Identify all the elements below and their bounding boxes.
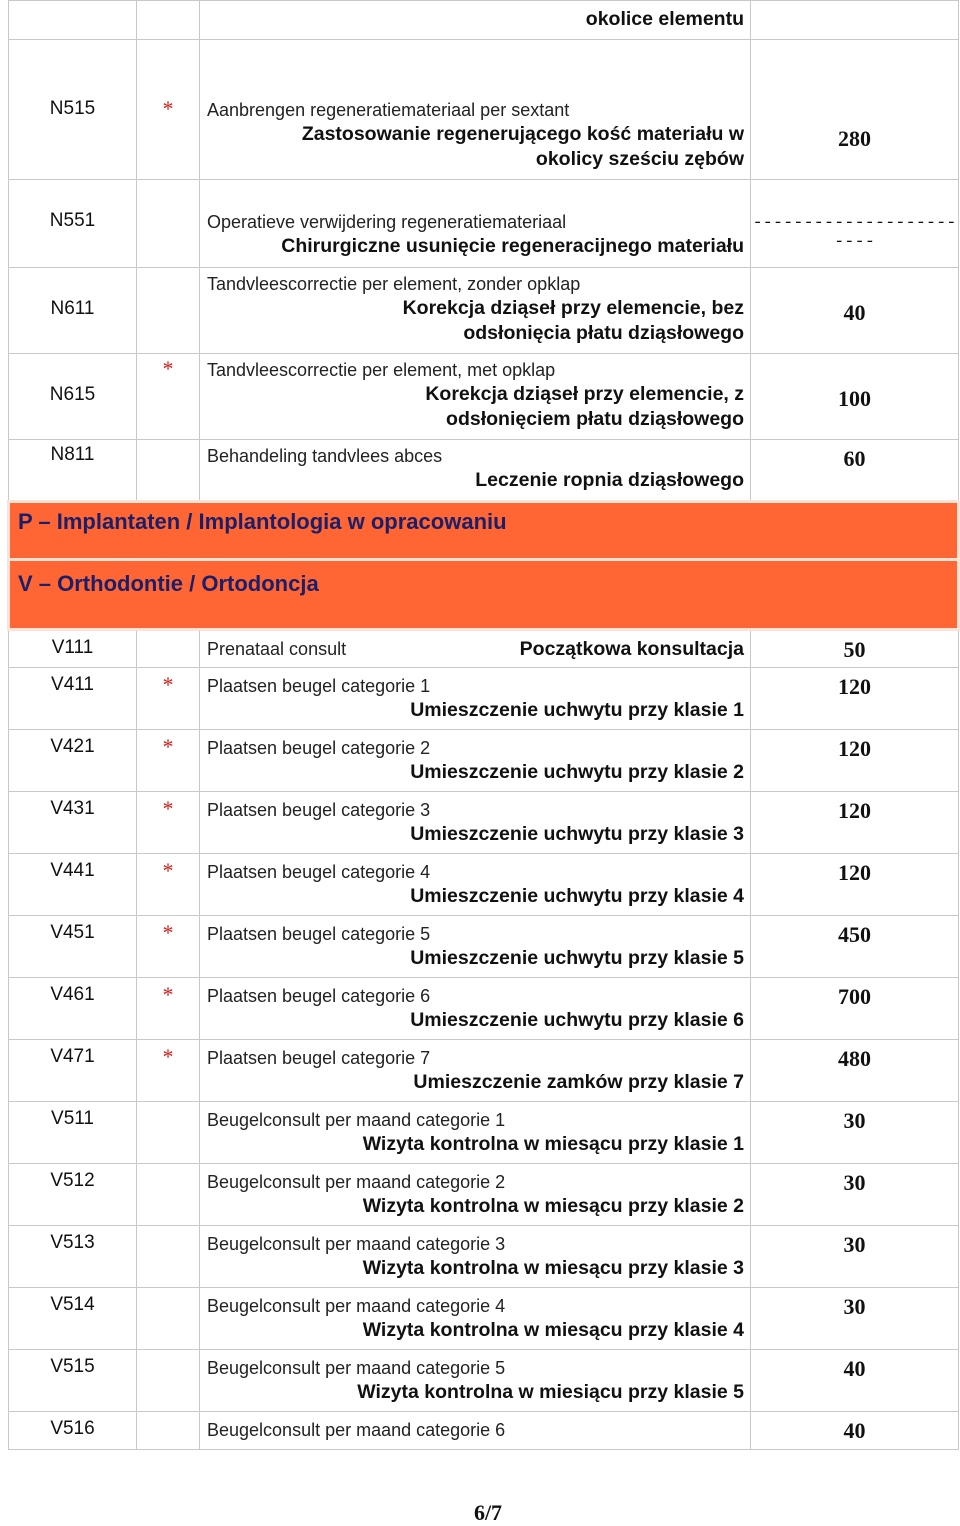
polish-description: Umieszczenie uchwytu przy klasie 4 — [410, 885, 744, 907]
dutch-description: Beugelconsult per maand categorie 4 — [207, 1296, 506, 1316]
polish-description: Początkowa konsultacja — [519, 638, 744, 660]
star-cell: * — [137, 354, 200, 440]
dutch-description: Plaatsen beugel categorie 2 — [207, 738, 431, 758]
star-cell — [137, 440, 200, 502]
price-cell: 700 — [751, 978, 959, 1040]
polish-description: Umieszczenie uchwytu przy klasie 1 — [410, 699, 744, 721]
table-row — [9, 354, 959, 440]
description-cell — [200, 1040, 751, 1102]
polish-description: Umieszczenie uchwytu przy klasie 6 — [410, 1009, 744, 1031]
dutch-description: Aanbrengen regeneratiemateriaal per sextant — [207, 100, 570, 120]
price-cell: 30 — [751, 1102, 959, 1164]
price-cell: 40 — [751, 268, 959, 354]
code-cell — [9, 1, 137, 40]
table-row — [9, 630, 959, 668]
section-title: P – Implantaten / Implantologia w opracowaniu — [9, 502, 959, 560]
dutch-description: Tandvleescorrectie per element, met opklap — [207, 360, 556, 380]
fee-table — [7, 0, 960, 1450]
section-header-implant — [9, 502, 959, 560]
code-cell: V514 — [9, 1288, 137, 1350]
price-cell — [751, 1, 959, 40]
price-cell: 120 — [751, 730, 959, 792]
star-cell — [137, 180, 200, 268]
polish-description: Umieszczenie uchwytu przy klasie 3 — [410, 823, 744, 845]
price-cell: 120 — [751, 854, 959, 916]
table-row — [9, 792, 959, 854]
table-row — [9, 730, 959, 792]
polish-description: Umieszczenie uchwytu przy klasie 2 — [410, 761, 744, 783]
code-cell: V512 — [9, 1164, 137, 1226]
polish-description: Zastosowanie regenerującego kość materiału w okolicy sześciu zębów — [301, 123, 744, 170]
description-cell — [200, 1288, 751, 1350]
code-cell: V441 — [9, 854, 137, 916]
polish-description: Wizyta kontrolna w miesącu przy klasie 1 — [362, 1133, 744, 1155]
description-cell — [200, 668, 751, 730]
star-cell: * — [137, 40, 200, 180]
description-cell — [200, 978, 751, 1040]
star-cell: * — [137, 978, 200, 1040]
polish-description: Wizyta kontrolna w miesącu przy klasie 4 — [362, 1319, 744, 1341]
star-cell — [137, 1, 200, 40]
code-cell: N551 — [9, 180, 137, 268]
star-cell: * — [137, 730, 200, 792]
dutch-description: Plaatsen beugel categorie 5 — [207, 924, 431, 944]
star-cell — [137, 1164, 200, 1226]
code-cell: V431 — [9, 792, 137, 854]
dutch-description: Beugelconsult per maand categorie 6 — [207, 1420, 506, 1440]
description-cell — [200, 1164, 751, 1226]
description-cell — [200, 1412, 751, 1450]
dutch-description: Beugelconsult per maand categorie 5 — [207, 1358, 506, 1378]
price-cell: 30 — [751, 1164, 959, 1226]
price-cell: 100 — [751, 354, 959, 440]
table-row — [9, 1226, 959, 1288]
dutch-description: Behandeling tandvlees abces — [207, 446, 443, 466]
code-cell: V516 — [9, 1412, 137, 1450]
table-row — [9, 1350, 959, 1412]
dutch-description: Plaatsen beugel categorie 7 — [207, 1048, 431, 1068]
price-cell: 480 — [751, 1040, 959, 1102]
dutch-description: Beugelconsult per maand categorie 1 — [207, 1110, 506, 1130]
table-row — [9, 978, 959, 1040]
description-cell — [200, 354, 751, 440]
table-row — [9, 668, 959, 730]
table-row — [9, 854, 959, 916]
star-cell: * — [137, 1040, 200, 1102]
code-cell: V513 — [9, 1226, 137, 1288]
price-cell: 120 — [751, 792, 959, 854]
description-cell — [200, 792, 751, 854]
star-cell — [137, 1350, 200, 1412]
table-row — [9, 1412, 959, 1450]
star-cell — [137, 1102, 200, 1164]
polish-description: Korekcja dziąseł przy elemencie, bez odsłonięcia płatu dziąsłowego — [402, 297, 744, 344]
table-row — [9, 180, 959, 268]
star-cell: * — [137, 854, 200, 916]
dutch-description: Plaatsen beugel categorie 4 — [207, 862, 431, 882]
dutch-description: Operatieve verwijdering regeneratiemateriaal — [207, 212, 567, 232]
description-cell — [200, 440, 751, 502]
description-cell — [200, 854, 751, 916]
table-row — [9, 1040, 959, 1102]
star-cell: * — [137, 916, 200, 978]
star-cell — [137, 268, 200, 354]
table-row — [9, 1102, 959, 1164]
code-cell: V111 — [9, 630, 137, 668]
star-cell — [137, 1226, 200, 1288]
table-row — [9, 40, 959, 180]
table-row — [9, 1164, 959, 1226]
polish-description: Umieszczenie uchwytu przy klasie 5 — [410, 947, 744, 969]
description-cell — [200, 1350, 751, 1412]
price-cell: 280 — [751, 40, 959, 180]
price-cell: 50 — [751, 630, 959, 668]
code-cell: N611 — [9, 268, 137, 354]
description-cell — [200, 1102, 751, 1164]
price-cell: 40 — [751, 1412, 959, 1450]
description-cell — [200, 730, 751, 792]
star-cell — [137, 1288, 200, 1350]
star-cell: * — [137, 792, 200, 854]
polish-description: Wizyta kontrolna w miesiącu przy klasie 5 — [357, 1381, 744, 1403]
code-cell: V411 — [9, 668, 137, 730]
page-number: 6/7 — [473, 1500, 503, 1525]
code-cell: N515 — [9, 40, 137, 180]
description-cell — [200, 916, 751, 978]
code-cell: V515 — [9, 1350, 137, 1412]
price-cell: 30 — [751, 1288, 959, 1350]
polish-description: Korekcja dziąseł przy elemencie, z odsłonięciem płatu dziąsłowego — [425, 383, 744, 430]
dutch-description: Plaatsen beugel categorie 1 — [207, 676, 431, 696]
description-cell — [200, 1, 751, 40]
dutch-description: Beugelconsult per maand categorie 2 — [207, 1172, 506, 1192]
description-cell — [200, 630, 751, 668]
star-cell: * — [137, 668, 200, 730]
table-row — [9, 268, 959, 354]
description-cell — [200, 40, 751, 180]
code-cell: V451 — [9, 916, 137, 978]
polish-description: okolice elementu — [585, 8, 744, 30]
description-cell — [200, 180, 751, 268]
table-row — [9, 916, 959, 978]
section-header-ortho — [9, 560, 959, 630]
code-cell: V511 — [9, 1102, 137, 1164]
dutch-description: Prenataal consult — [207, 639, 347, 659]
description-cell — [200, 268, 751, 354]
polish-description: Wizyta kontrolna w miesącu przy klasie 3 — [362, 1257, 744, 1279]
dutch-description: Beugelconsult per maand categorie 3 — [207, 1234, 506, 1254]
table-row — [9, 1288, 959, 1350]
code-cell: N615 — [9, 354, 137, 440]
price-cell: 450 — [751, 916, 959, 978]
code-cell: V421 — [9, 730, 137, 792]
table-row — [9, 1, 959, 40]
price-cell: 120 — [751, 668, 959, 730]
dutch-description: Plaatsen beugel categorie 6 — [207, 986, 431, 1006]
price-cell: ------------------------ — [751, 180, 959, 268]
code-cell: V471 — [9, 1040, 137, 1102]
code-cell: N811 — [9, 440, 137, 502]
polish-description: Umieszczenie zamków przy klasie 7 — [413, 1071, 744, 1093]
section-title: V – Orthodontie / Ortodoncja — [9, 560, 959, 630]
description-cell — [200, 1226, 751, 1288]
code-cell: V461 — [9, 978, 137, 1040]
star-cell — [137, 1412, 200, 1450]
table-row — [9, 440, 959, 502]
polish-description: Wizyta kontrolna w miesącu przy klasie 2 — [362, 1195, 744, 1217]
polish-description: Chirurgiczne usunięcie regeneracijnego materiału — [281, 235, 744, 257]
price-cell: 40 — [751, 1350, 959, 1412]
star-cell — [137, 630, 200, 668]
dutch-description: Tandvleescorrectie per element, zonder opklap — [207, 274, 581, 294]
polish-description: Leczenie ropnia dziąsłowego — [475, 469, 744, 491]
dutch-description: Plaatsen beugel categorie 3 — [207, 800, 431, 820]
price-cell: 30 — [751, 1226, 959, 1288]
price-cell: 60 — [751, 440, 959, 502]
